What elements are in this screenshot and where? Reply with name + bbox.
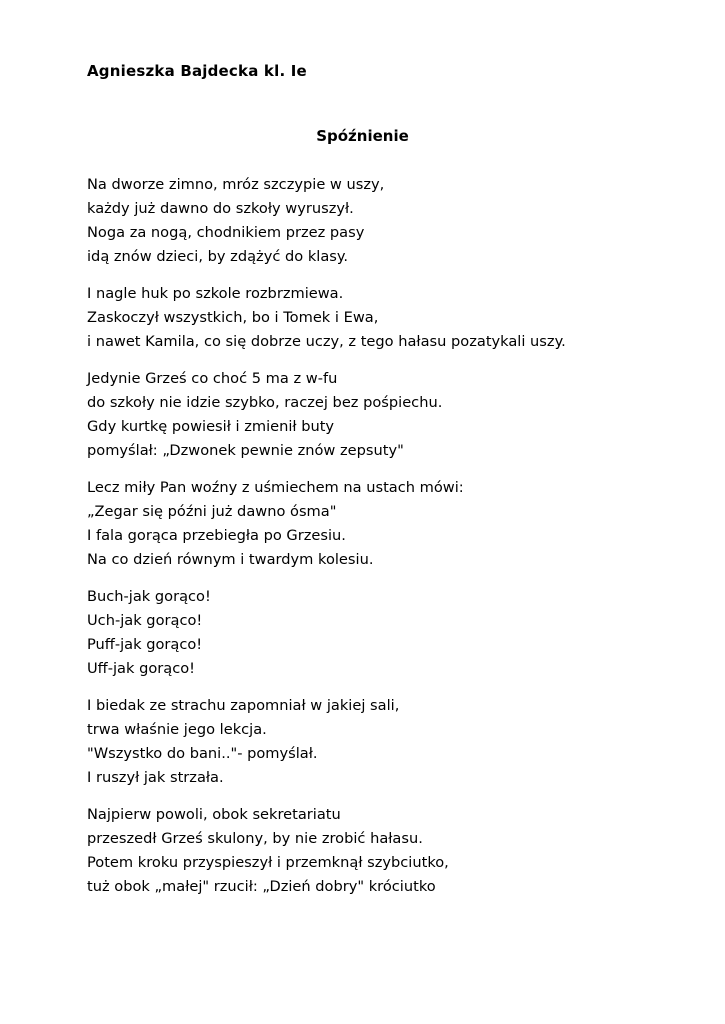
poem-line: „Zegar się późni już dawno ósma" xyxy=(87,503,337,520)
stanza-2 xyxy=(87,282,707,354)
poem-line: I fala gorąca przebiegła po Grzesiu. xyxy=(87,527,346,544)
poem-line: Zaskoczył wszystkich, bo i Tomek i Ewa, xyxy=(87,309,379,326)
poem-line: pomyślał: „Dzwonek pewnie znów zepsuty" xyxy=(87,442,404,459)
stanza-6 xyxy=(87,694,707,790)
poem-line: każdy już dawno do szkoły wyruszył. xyxy=(87,200,354,217)
poem-title xyxy=(0,127,725,145)
poem-line: Uff-jak gorąco! xyxy=(87,660,196,677)
poem-line: Noga za nogą, chodnikiem przez pasy xyxy=(87,224,365,241)
poem-line: Potem kroku przyspieszył i przemknął szybciutko, xyxy=(87,854,449,871)
stanza-3 xyxy=(87,367,707,463)
poem-line: "Wszystko do bani.."- pomyślał. xyxy=(87,745,318,762)
poem-line: trwa właśnie jego lekcja. xyxy=(87,721,267,738)
poem-body xyxy=(87,173,707,912)
poem-line: I nagle huk po szkole rozbrzmiewa. xyxy=(87,285,344,302)
poem-line: Na co dzień równym i twardym kolesiu. xyxy=(87,551,374,568)
stanza-5 xyxy=(87,585,707,681)
poem-line: Puff-jak gorąco! xyxy=(87,636,203,653)
poem-line: przeszedł Grześ skulony, by nie zrobić hałasu. xyxy=(87,830,423,847)
stanza-4 xyxy=(87,476,707,572)
poem-line: idą znów dzieci, by zdążyć do klasy. xyxy=(87,248,349,265)
poem-line: Lecz miły Pan woźny z uśmiechem na ustach mówi: xyxy=(87,479,464,496)
poem-line: i nawet Kamila, co się dobrze uczy, z tego hałasu pozatykali uszy. xyxy=(87,333,566,350)
poem-line: tuż obok „małej" rzucił: „Dzień dobry" króciutko xyxy=(87,878,436,895)
poem-line: Na dworze zimno, mróz szczypie w uszy, xyxy=(87,176,385,193)
poem-title-text: Spóźnienie xyxy=(316,127,409,145)
poem-line: do szkoły nie idzie szybko, raczej bez pośpiechu. xyxy=(87,394,443,411)
author-line: Agnieszka Bajdecka kl. Ie xyxy=(87,62,307,80)
poem-line: I biedak ze strachu zapomniał w jakiej sali, xyxy=(87,697,400,714)
poem-line: Najpierw powoli, obok sekretariatu xyxy=(87,806,341,823)
stanza-7 xyxy=(87,803,707,899)
stanza-1 xyxy=(87,173,707,269)
poem-line: I ruszył jak strzała. xyxy=(87,769,224,786)
poem-line: Buch-jak gorąco! xyxy=(87,588,211,605)
poem-line: Jedynie Grześ co choć 5 ma z w-fu xyxy=(87,370,338,387)
poem-line: Gdy kurtkę powiesił i zmienił buty xyxy=(87,418,335,435)
poem-line: Uch-jak gorąco! xyxy=(87,612,203,629)
